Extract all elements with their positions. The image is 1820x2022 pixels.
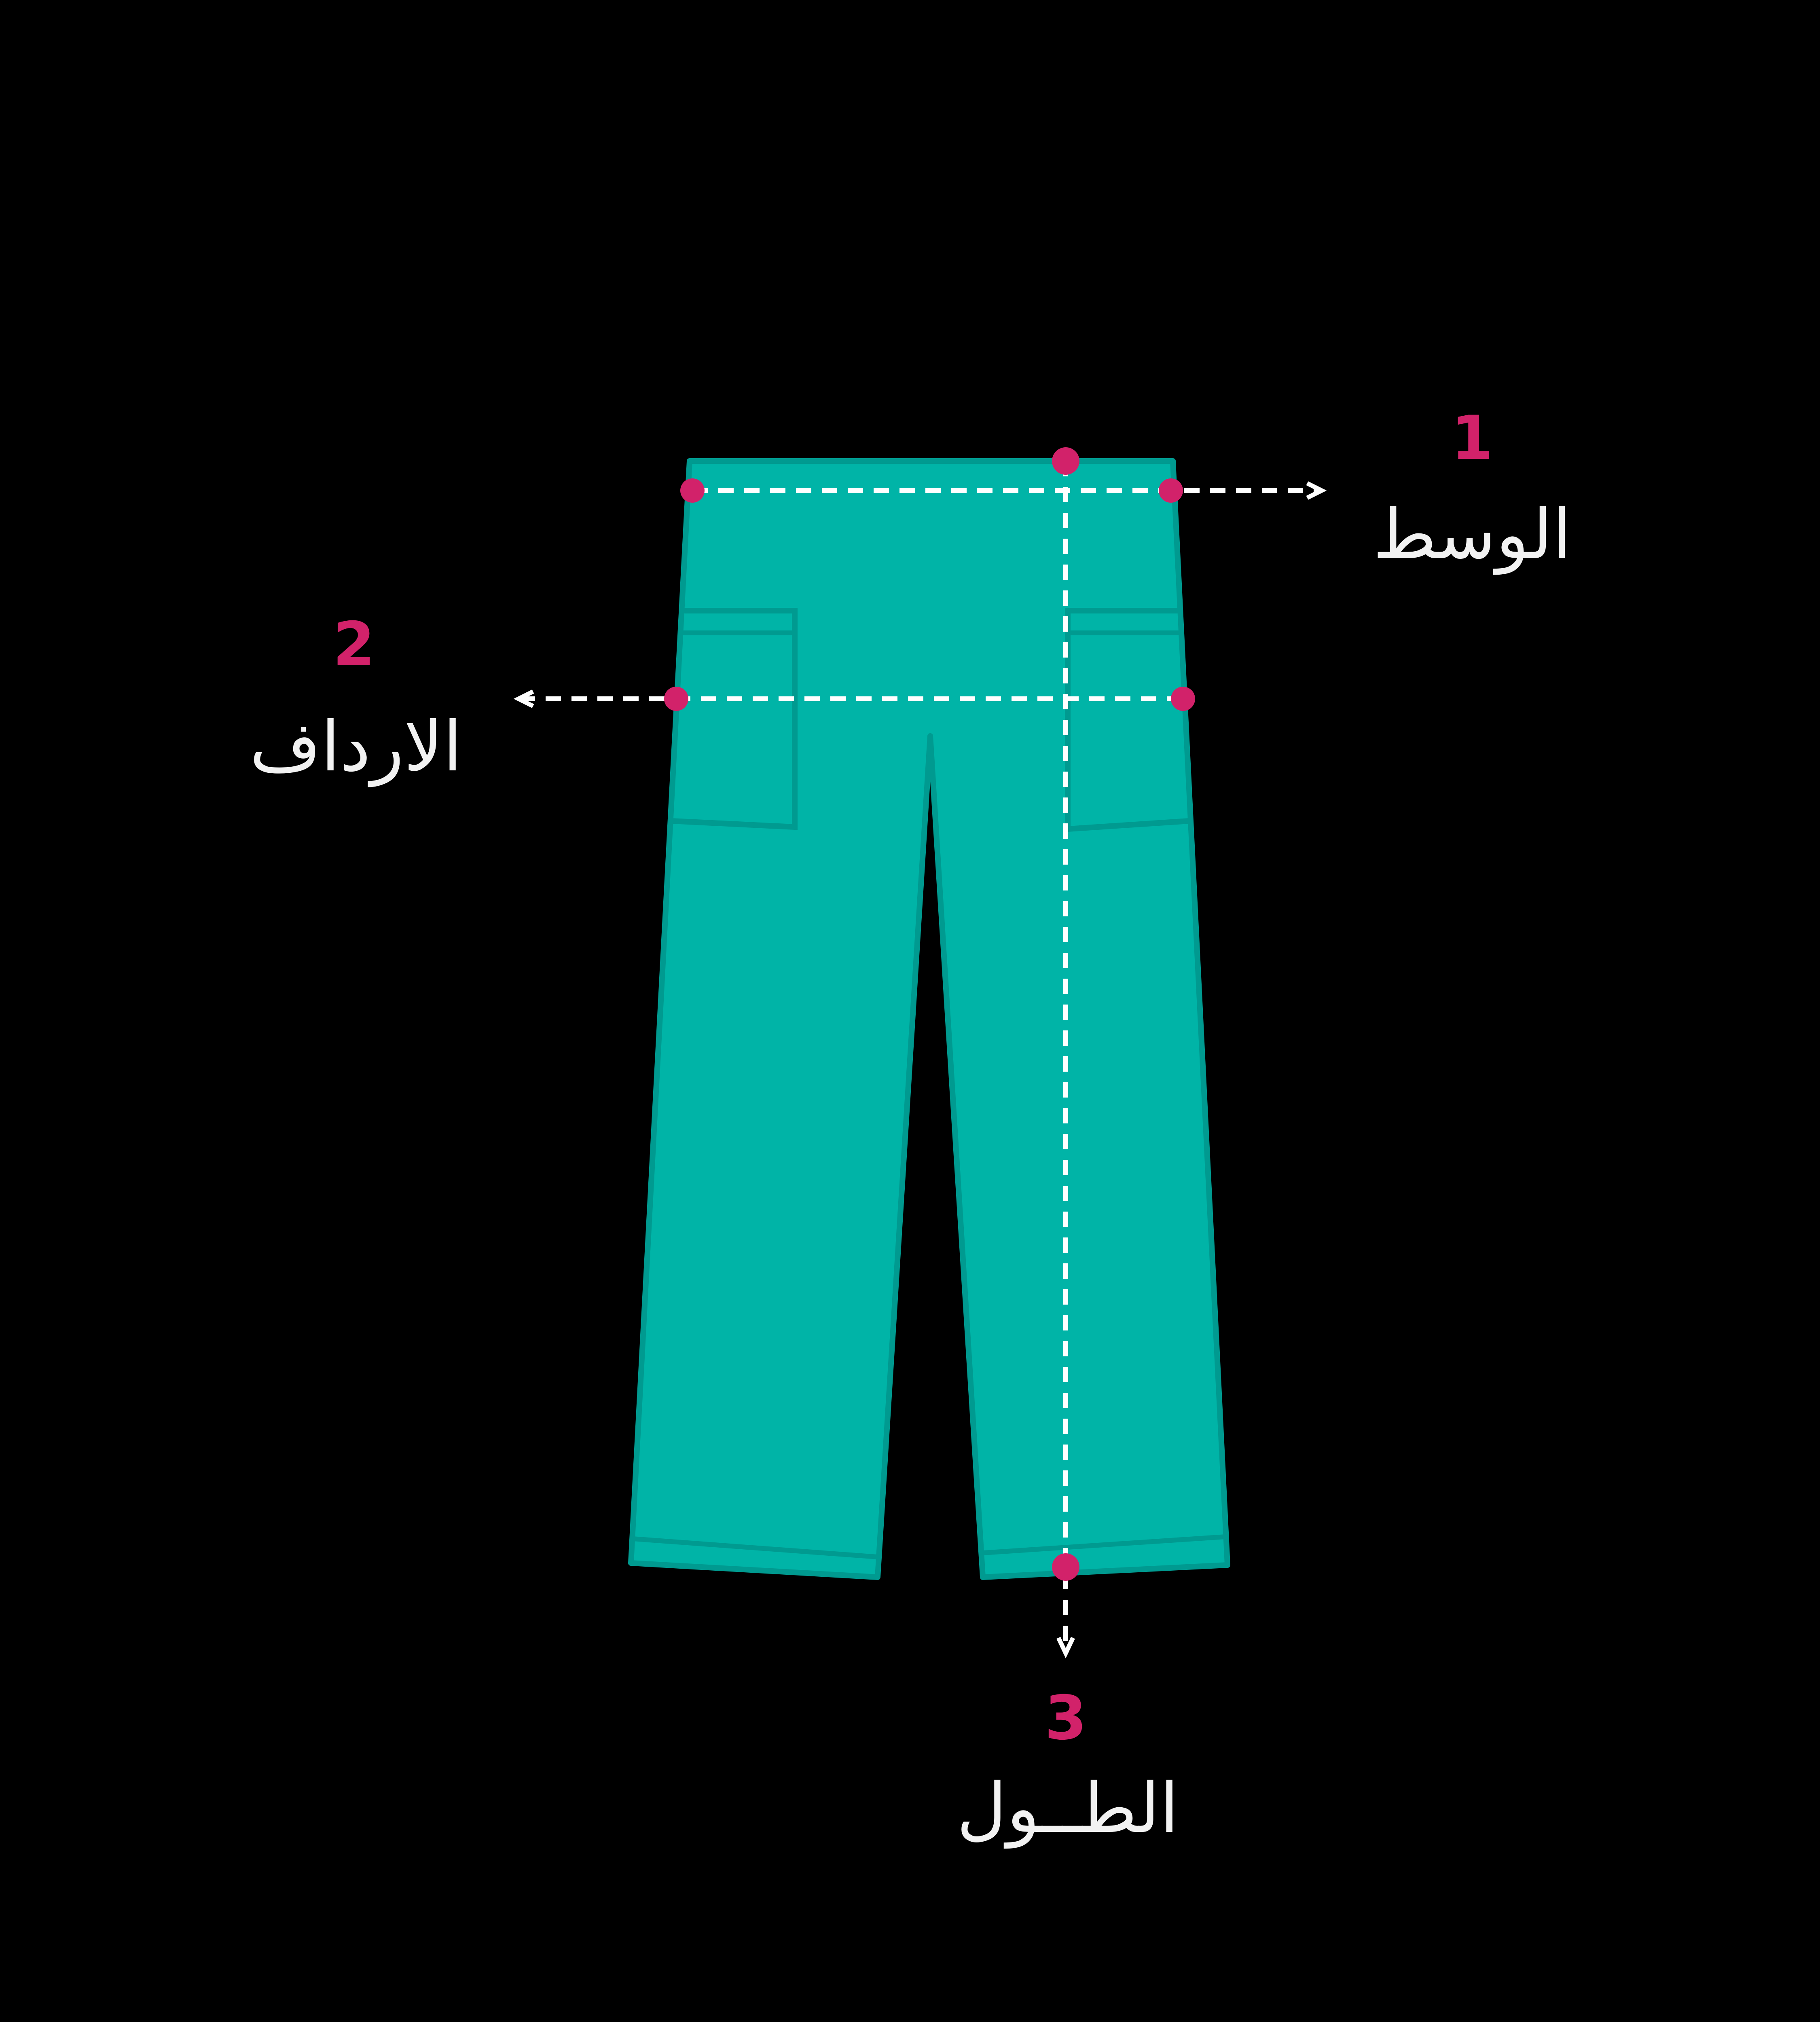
- hips-point-right: [1171, 687, 1195, 711]
- length-label: الطــول: [957, 1768, 1179, 1849]
- waist-point-left: [680, 478, 705, 503]
- hips-label: الارداف: [250, 707, 462, 787]
- waist-point-right: [1159, 478, 1183, 503]
- length-point-top: [1052, 447, 1079, 475]
- pants-illustration: [631, 461, 1227, 1577]
- length-number: 3: [1044, 1683, 1087, 1753]
- hips-number: 2: [332, 609, 375, 680]
- waist-number: 1: [1451, 403, 1494, 474]
- pants-body: [631, 461, 1227, 1577]
- waist-label: الوسط: [1373, 495, 1572, 575]
- length-point-bottom: [1052, 1553, 1079, 1581]
- hips-point-left: [664, 687, 688, 711]
